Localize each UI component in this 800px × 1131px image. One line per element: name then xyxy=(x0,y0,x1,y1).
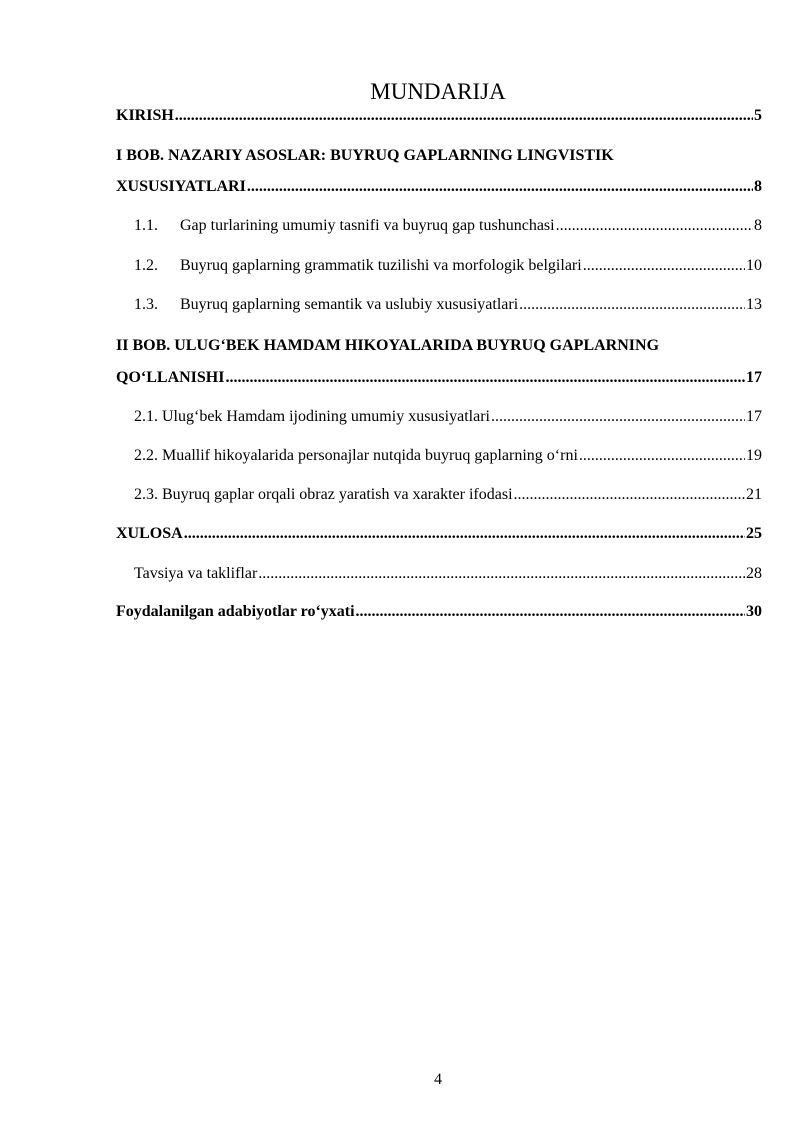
toc-entry-number: 1.3. xyxy=(134,296,158,313)
toc-entry-1-3[interactable] xyxy=(134,295,762,315)
toc-entry-page: 28 xyxy=(746,565,762,582)
dot-leader xyxy=(519,295,745,315)
dot-leader xyxy=(491,407,745,427)
toc-entry-page: 17 xyxy=(746,369,762,386)
toc-entry-text: QO‘LLANISHI xyxy=(116,369,225,386)
page-number: 4 xyxy=(434,1071,442,1088)
toc-entry-text: 2.3. Buyruq gaplar orqali obraz yaratish va xarakter ifodasi xyxy=(134,486,513,503)
toc-entry-text: Foydalanilgan adabiyotlar ro‘yxati xyxy=(116,603,355,620)
toc-entry-2-2[interactable] xyxy=(134,446,762,466)
dot-leader xyxy=(579,446,745,466)
dot-leader xyxy=(556,216,753,236)
dot-leader xyxy=(184,524,745,544)
toc-entry-text: 2.1. Ulug‘bek Hamdam ijodining umumiy xususiyatlari xyxy=(134,408,490,425)
dot-leader xyxy=(258,564,745,584)
toc-entry-text: Buyruq gaplarning grammatik tuzilishi va morfologik belgilari xyxy=(180,257,582,274)
dot-leader xyxy=(247,177,753,197)
toc-title: MUNDARIJA xyxy=(370,79,506,104)
toc-entry-text: Gap turlarining umumiy tasnifi va buyruq gap tushunchasi xyxy=(180,217,555,234)
toc-entry-page: 25 xyxy=(746,525,762,542)
dot-leader xyxy=(583,256,745,276)
toc-entry-text: XUSUSIYATLARI xyxy=(116,178,246,195)
toc-entry-page: 5 xyxy=(754,107,762,124)
toc-entry-xulosa[interactable] xyxy=(116,524,762,544)
toc-entry-page: 13 xyxy=(746,296,762,313)
dot-leader xyxy=(356,602,745,622)
toc-entry-tavsiya[interactable] xyxy=(134,564,762,584)
toc-entry-1-2[interactable] xyxy=(134,256,762,276)
toc-entry-adabiyotlar[interactable] xyxy=(116,602,762,622)
toc-entry-bob1-line1[interactable]: I BOB. NAZARIY ASOSLAR: BUYRUQ GAPLARNING LINGVISTIK xyxy=(116,147,614,164)
toc-entry-2-3[interactable] xyxy=(134,485,762,505)
toc-entry-bob2-line1[interactable]: II BOB. ULUG‘BEK HAMDAM HIKOYALARIDA BUYRUQ GAPLARNING xyxy=(116,337,660,354)
toc-entry-page: 17 xyxy=(746,408,762,425)
toc-entry-1-1[interactable] xyxy=(134,216,762,236)
toc-entry-page: 8 xyxy=(754,178,762,195)
toc-entry-text: XULOSA xyxy=(116,525,183,542)
toc-entry-bob2[interactable] xyxy=(116,368,762,388)
toc-entry-text: Tavsiya va takliflar xyxy=(134,565,258,582)
toc-entry-bob1[interactable] xyxy=(116,177,762,197)
dot-leader xyxy=(175,106,753,126)
toc-entry-text: KIRISH xyxy=(116,107,174,124)
dot-leader xyxy=(225,368,745,388)
toc-entry-number: 1.2. xyxy=(134,257,158,274)
toc-entry-text: Buyruq gaplarning semantik va uslubiy xususiyatlari xyxy=(180,296,519,313)
toc-entry-kirish[interactable] xyxy=(116,106,762,126)
toc-entry-number: 1.1. xyxy=(134,217,158,234)
dot-leader xyxy=(514,485,745,505)
toc-entry-page: 10 xyxy=(746,257,762,274)
toc-entry-text: 2.2. Muallif hikoyalarida personajlar nutqida buyruq gaplarning o‘rni xyxy=(134,447,578,464)
toc-entry-page: 21 xyxy=(746,486,762,503)
toc-entry-page: 8 xyxy=(754,217,762,234)
toc-entry-page: 30 xyxy=(746,603,762,620)
toc-entry-page: 19 xyxy=(746,447,762,464)
toc-entry-2-1[interactable] xyxy=(134,407,762,427)
